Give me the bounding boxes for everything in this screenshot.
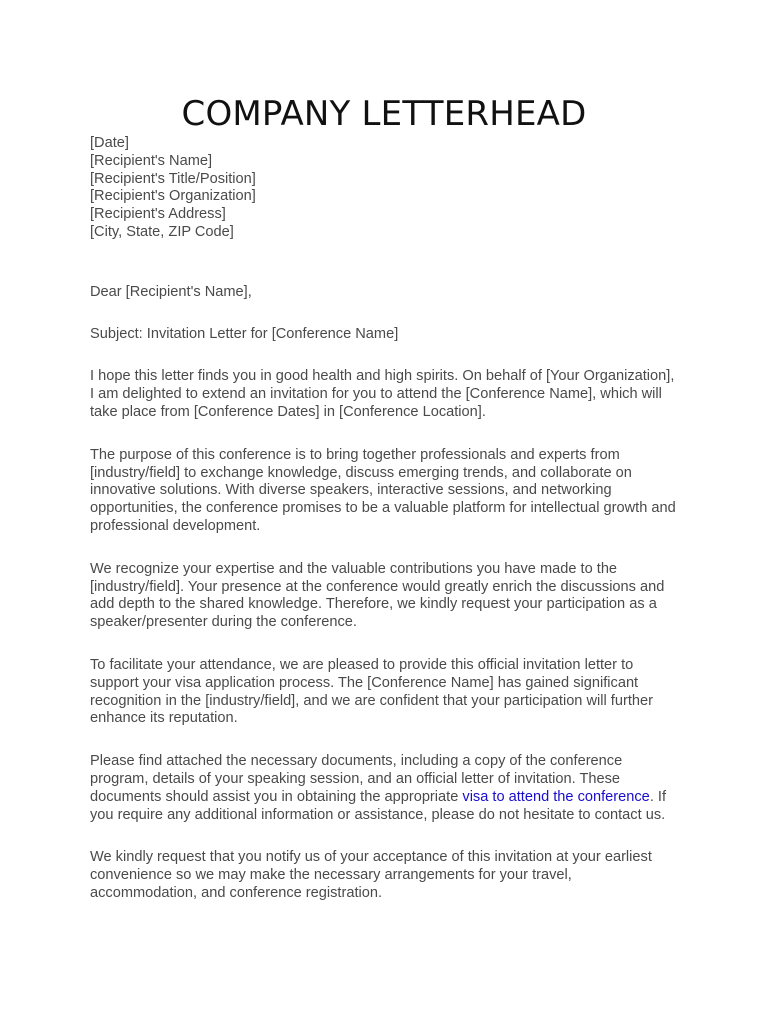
salutation: Dear [Recipient's Name], <box>90 283 252 300</box>
paragraph-purpose: The purpose of this conference is to bring together professionals and experts from [industry/field] to exchange knowledge, discuss emerging trends, and collaborate on innovative solutions. With diverse speakers, interactive sessions, and networking opportunities, the conference promises to be a valuable platform for intellectual growth and professional development. <box>90 446 676 534</box>
address-recipient-title: [Recipient's Title/Position] <box>90 170 256 187</box>
address-recipient-address: [Recipient's Address] <box>90 206 226 223</box>
visa-link[interactable]: visa to attend the conference <box>462 788 650 805</box>
paragraph-intro: I hope this letter finds you in good health and high spirits. On behalf of [Your Organization], I am delighted to extend an invitation for you to attend the [Conference Name], which will take place from [Conference Dates] in [Conference Location]. <box>90 368 675 420</box>
documents-text-before-link: Please find attached the necessary documents, including a copy of the conference program, details of your speaking session, and an official letter of invitation. These documents should assist you in obtaining the appropriate <box>90 753 623 805</box>
address-block <box>90 135 680 242</box>
address-recipient-name: [Recipient's Name] <box>90 152 213 169</box>
letter-body <box>90 135 680 903</box>
subject-line: Subject: Invitation Letter for [Conference Name] <box>90 325 399 342</box>
address-date: [Date] <box>90 135 129 151</box>
paragraph-closing: We kindly request that you notify us of your acceptance of this invitation at your earliest convenience so we may make the necessary arrangements for your travel, accommodation, and conference registration. <box>90 849 652 901</box>
documents-text-after-link: . If you require any additional information or assistance, please do not hesitate to contact us. <box>90 788 667 823</box>
paragraph-expertise: We recognize your expertise and the valuable contributions you have made to the [industry/field]. Your presence at the conference would greatly enrich the discussions and add depth to the shared knowledge. Therefore, we kindly request your participation as a speaker/presenter during the conference. <box>90 560 665 631</box>
paragraph-visa-support: To facilitate your attendance, we are pleased to provide this official invitation letter to support your visa application process. The [Conference Name] has gained significant recognition in the [industry/field], and we are confident that your participation will further enhance its reputation. <box>90 656 653 727</box>
address-city-state-zip: [City, State, ZIP Code] <box>90 223 234 240</box>
paragraph-documents <box>90 753 680 824</box>
company-letterhead: COMPANY LETTERHEAD <box>181 94 587 134</box>
address-recipient-organization: [Recipient's Organization] <box>90 188 256 205</box>
